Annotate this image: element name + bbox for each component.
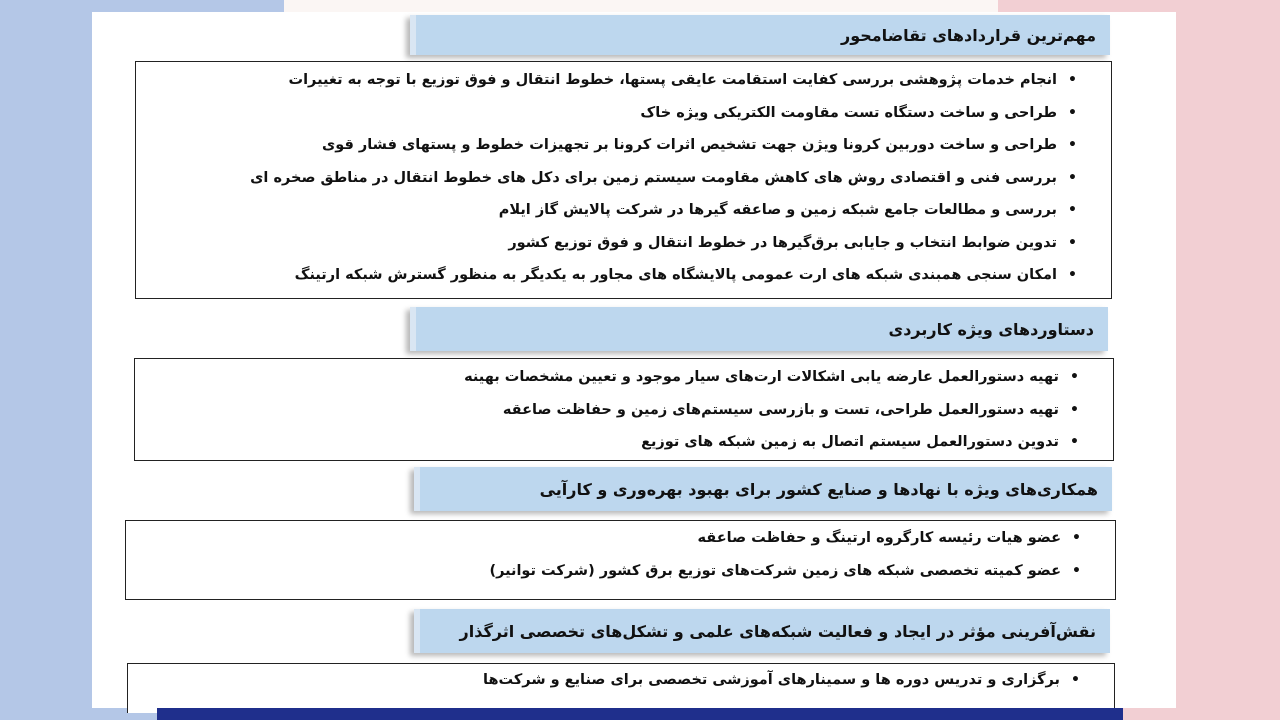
section-title: مهم‌ترین قراردادهای تقاضامحور	[841, 25, 1096, 45]
list-item-text: تهیه دستورالعمل عارضه یابی اشکالات ارت‌های سیار موجود و تعیین مشخصات بهینه	[464, 369, 1059, 385]
bottom-accent-bar	[157, 708, 1123, 720]
bullet-icon: •	[1070, 434, 1079, 450]
section-header-achievements	[410, 307, 1108, 351]
bullet-icon: •	[1068, 267, 1077, 283]
section-box-collaborations	[125, 520, 1116, 600]
list-item-text: بررسی فنی و اقتصادی روش های کاهش مقاومت سیستم زمین برای دکل های خطوط انتقال در مناطق صخره ای	[250, 169, 1057, 186]
list-item	[136, 227, 1111, 260]
list-item	[135, 426, 1113, 459]
section-header-collaborations	[414, 467, 1112, 511]
bullet-list	[135, 361, 1113, 459]
list-item	[136, 259, 1111, 292]
list-item	[126, 522, 1115, 555]
list-item-text: برگزاری و تدریس دوره ها و سمینارهای آموزشی تخصصی برای صنایع و شرکت‌ها	[483, 672, 1060, 688]
list-item	[136, 194, 1111, 227]
section-box-networks	[127, 663, 1115, 713]
list-item	[135, 361, 1113, 394]
bullet-icon: •	[1068, 234, 1077, 251]
bullet-icon: •	[1070, 369, 1079, 385]
bullet-icon: •	[1068, 104, 1077, 121]
section-title: همکاری‌های ویژه با نهادها و صنایع کشور برای بهبود بهره‌وری و کارآیی	[539, 479, 1098, 499]
list-item	[135, 394, 1113, 427]
section-box-contracts	[135, 61, 1112, 299]
bullet-icon: •	[1068, 137, 1077, 153]
section-header-networks	[414, 609, 1110, 653]
bullet-icon: •	[1072, 530, 1081, 546]
section-title: نقش‌آفرینی مؤثر در ایجاد و فعالیت شبکه‌های علمی و تشکل‌های تخصصی اثرگذار	[459, 621, 1096, 641]
bullet-icon: •	[1068, 169, 1077, 186]
list-item	[126, 555, 1115, 588]
list-item	[136, 64, 1111, 97]
bullet-icon: •	[1068, 72, 1077, 88]
list-item-text: انجام خدمات پژوهشی بررسی کفایت استقامت عایقی پستها، خطوط انتقال و فوق توزیع با توجه به تغییرات	[288, 72, 1057, 88]
list-item-text: تدوین دستورالعمل سیستم اتصال به زمین شبکه های توزیع	[641, 434, 1059, 450]
list-item-text: طراحی و ساخت دوربین کرونا ویژن جهت تشخیص اثرات کرونا بر تجهیزات خطوط و پستهای فشار قوی	[321, 137, 1057, 153]
list-item-text: طراحی و ساخت دستگاه تست مقاومت الکتریکی ویژه خاک	[640, 104, 1057, 121]
section-box-achievements	[134, 358, 1114, 461]
bullet-icon: •	[1070, 401, 1079, 418]
slide-page	[92, 12, 1176, 708]
bullet-list	[128, 664, 1114, 697]
bullet-list	[136, 64, 1111, 292]
list-item-text: عضو هیات رئیسه کارگروه ارتینگ و حفاظت صاعقه	[697, 530, 1061, 546]
list-item	[128, 664, 1114, 697]
list-item-text: بررسی و مطالعات جامع شبکه زمین و صاعقه گیرها در شرکت پالایش گاز ایلام	[498, 202, 1057, 218]
list-item	[136, 162, 1111, 195]
list-item-text: تهیه دستورالعمل طراحی، تست و بازرسی سیستم‌های زمین و حفاظت صاعقه	[502, 401, 1059, 418]
bullet-icon: •	[1071, 672, 1080, 688]
section-header-contracts	[410, 15, 1110, 55]
list-item-text: امکان سنجی همبندی شبکه های ارت عمومی پالایشگاه های مجاور به یکدیگر به منظور گسترش شبکه ارتینگ	[294, 267, 1057, 283]
bullet-list	[126, 522, 1115, 587]
list-item-text: عضو کمیته تخصصی شبکه های زمین شرکت‌های توزیع برق کشور (شرکت توانیر)	[489, 562, 1061, 579]
list-item	[136, 97, 1111, 130]
section-title: دستاوردهای ویژه کاربردی	[888, 319, 1094, 339]
list-item	[136, 129, 1111, 162]
bullet-icon: •	[1068, 202, 1077, 218]
bullet-icon: •	[1072, 562, 1081, 579]
list-item-text: تدوین ضوابط انتخاب و جایابی برق‌گیرها در خطوط انتقال و فوق توزیع کشور	[508, 234, 1057, 251]
